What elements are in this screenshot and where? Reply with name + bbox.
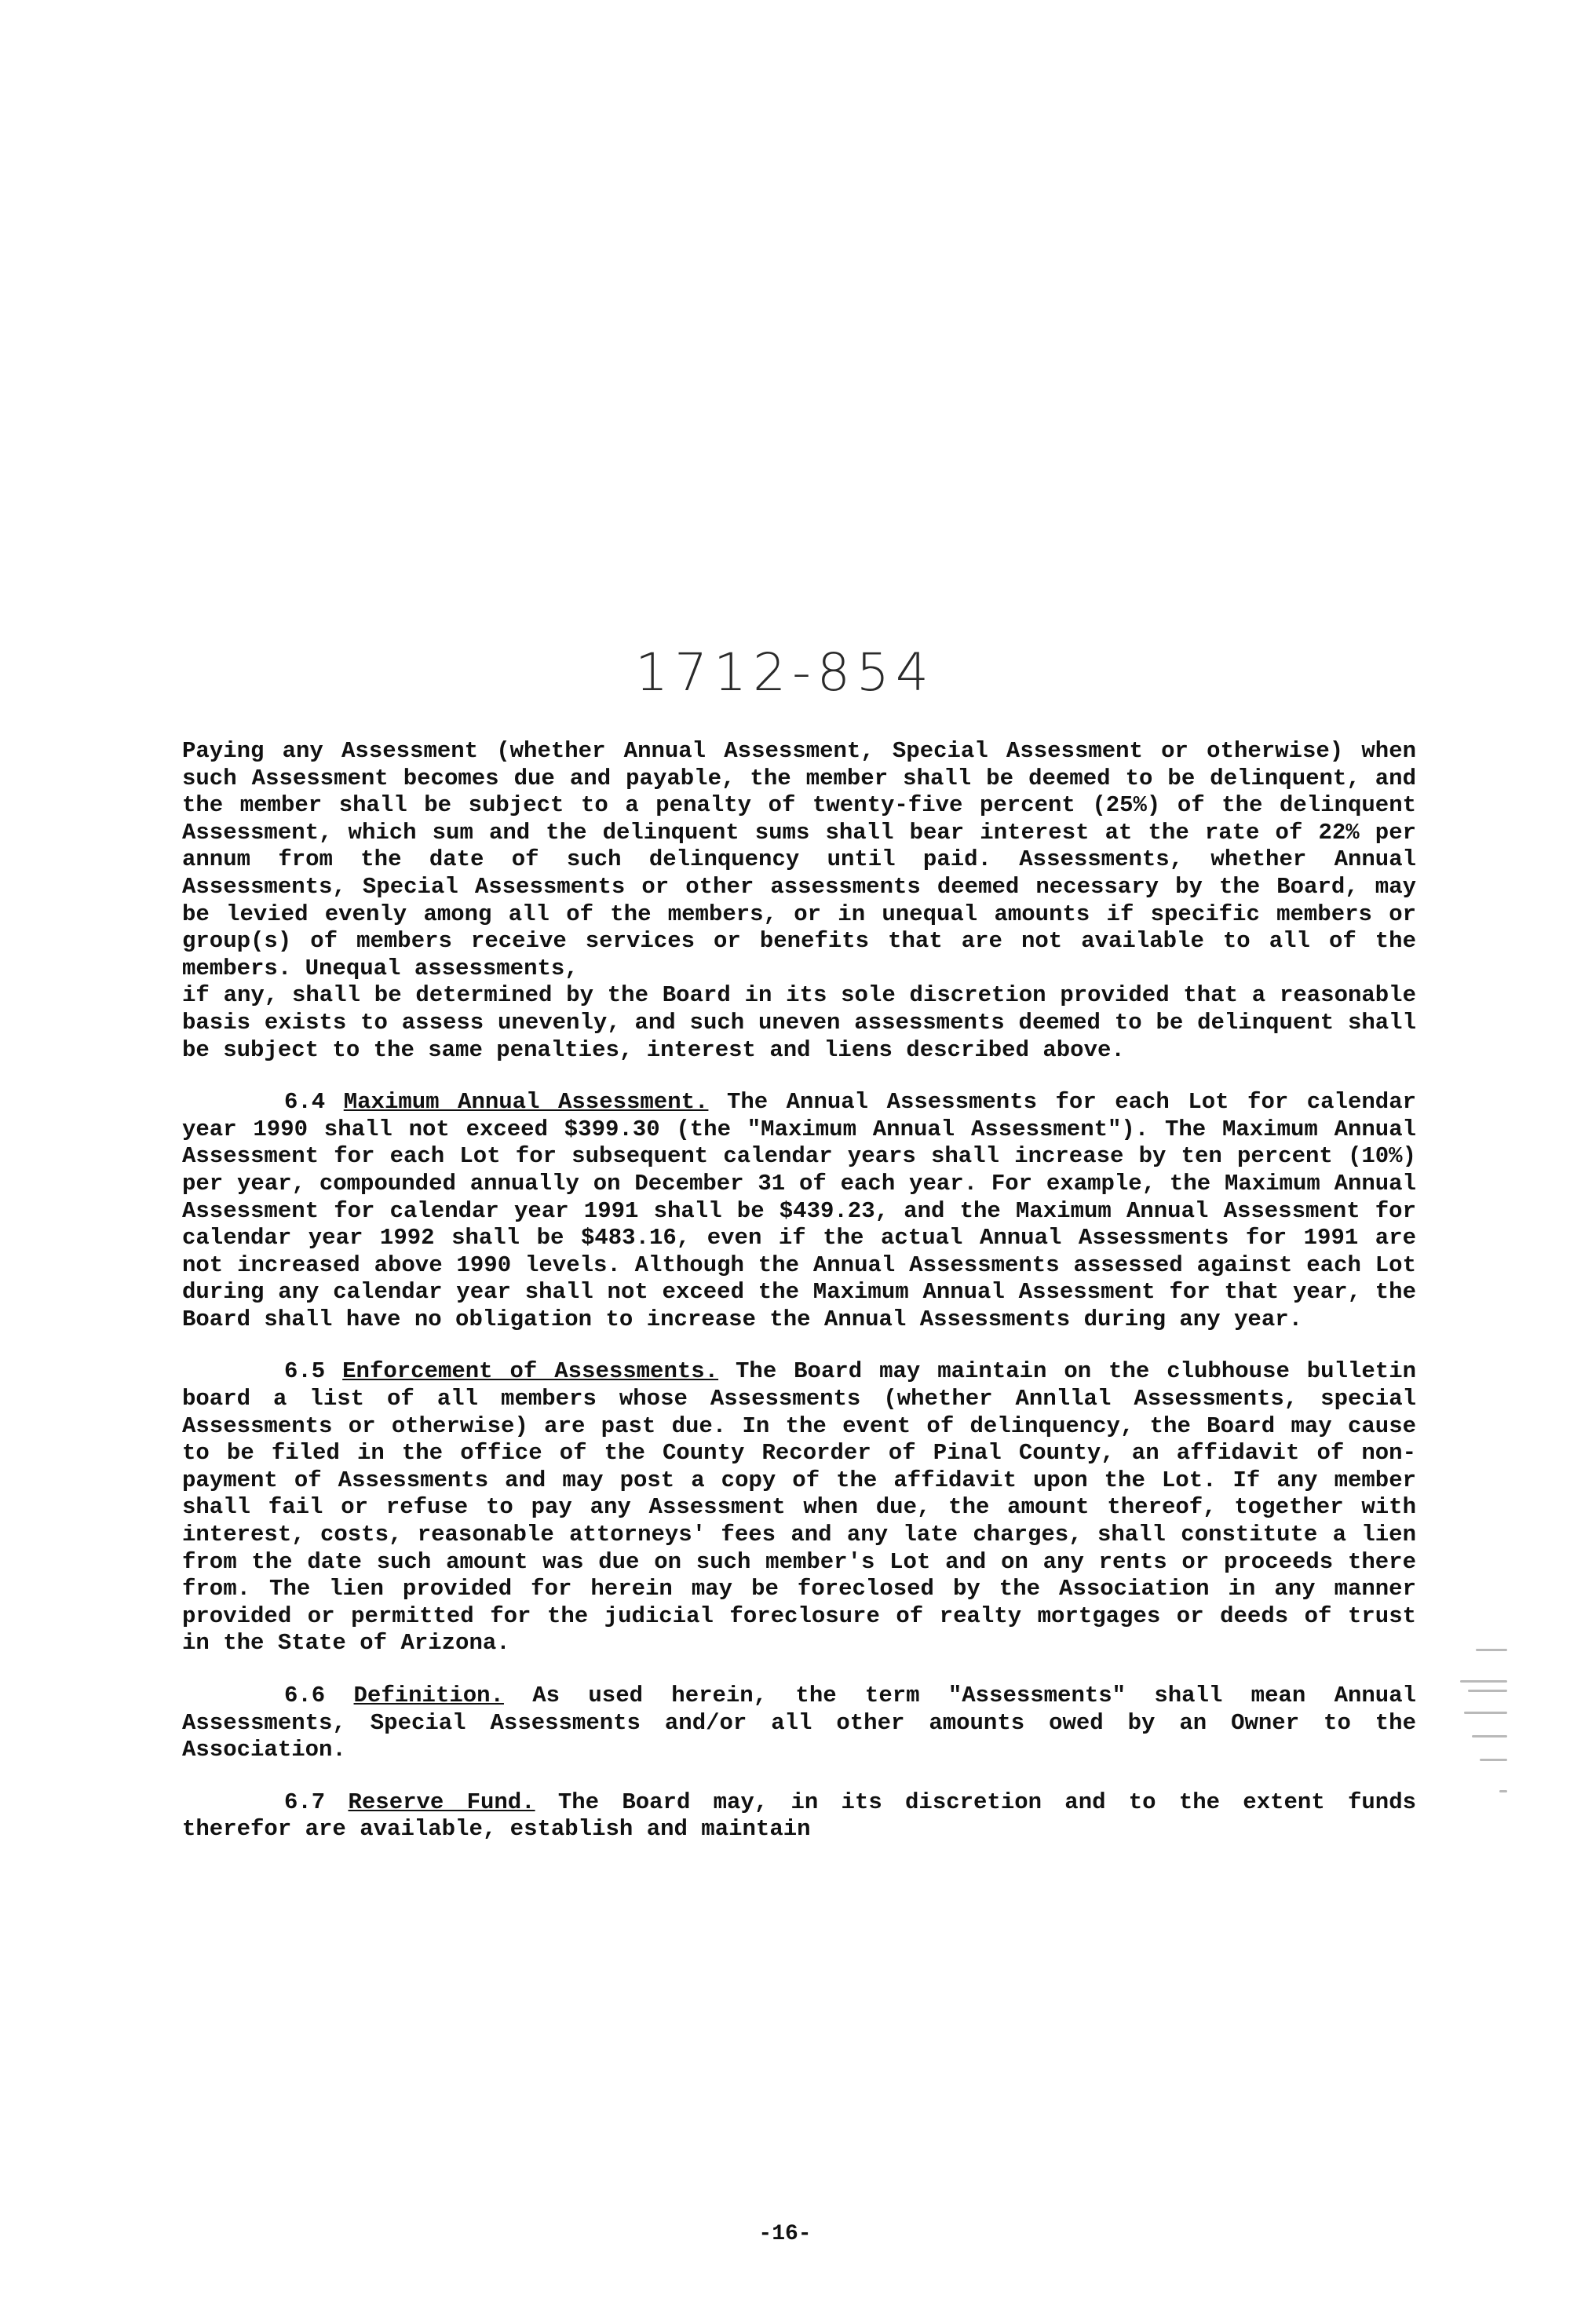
section-6-6 — [182, 1683, 1416, 1764]
recording-stamp-number: 1712-854 — [635, 642, 935, 703]
section-6-5-title: Enforcement of Assessments. — [342, 1358, 719, 1385]
section-6-7 — [182, 1789, 1416, 1843]
section-6-5-number: 6.5 — [284, 1358, 326, 1385]
section-6-6-text: As used herein, the term "Assessments" shall mean Annual Assessments, Special Assessments and/or all other amounts owed by an Owner to the Association. — [182, 1683, 1417, 1763]
section-6-4 — [182, 1089, 1416, 1333]
margin-stamp-smudge — [1444, 1633, 1539, 1822]
section-6-4-number: 6.4 — [284, 1089, 326, 1116]
section-6-7-title: Reserve Fund. — [348, 1789, 535, 1815]
section-6-4-title: Maximum Annual Assessment. — [343, 1089, 709, 1116]
section-6-5 — [182, 1358, 1416, 1657]
section-6-6-number: 6.6 — [284, 1683, 326, 1708]
page-number: -16- — [758, 2222, 812, 2246]
document-body — [182, 738, 1416, 1869]
section-6-7-number: 6.7 — [284, 1789, 326, 1815]
section-6-5-text: The Board may maintain on the clubhouse bulletin board a list of all members whose Assessments (whether Annllal Assessments, special Assessments or otherwise) are past due. In the event of delinquency, the Board may cause to be filed in the office of the County Recorder of Pinal County, an affidavit of non-payment of Assessments and may post a copy of the affidavit upon the Lot. If any member shall fail or refuse to pay any Assessment when due, the amount thereof, together with interest, costs, reasonable attorneys' fees and any late charges, shall constitute a lien from the date such amount was due on such member's Lot and on any rents or proceeds there from. The lien provided for herein may be foreclosed by the Association in any manner provided or permitted for the judicial foreclosure of realty mortgages or deeds of trust in the State of Arizona. — [182, 1358, 1417, 1657]
section-6-6-title: Definition. — [353, 1683, 504, 1708]
section-6-7-text: The Board may, in its discretion and to the extent funds therefor are available, establish and maintain — [182, 1789, 1416, 1843]
section-6-4-text: The Annual Assessments for each Lot for calendar year 1990 shall not exceed $399.30 (the "Maximum Annual Assessment"). The Maximum Annual Assessment for each Lot for subsequent calendar years shall increase by ten percent (10%) per year, compounded annually on December 31 of each year. For example, the Maximum Annual Assessment for calendar year 1991 shall be $439.23, and the Maximum Annual Assessment for calendar year 1992 shall be $483.16, even if the actual Annual Assessments for 1991 are not increased above 1990 levels. Although the Annual Assessments assessed against each Lot during any calendar year shall not exceed the Maximum Annual Assessment for that year, the Board shall have no obligation to increase the Annual Assessments during any year. — [182, 1089, 1416, 1332]
intro-paragraph-continued: if any, shall be determined by the Board in its sole discretion provided that a reasonable basis exists to assess unevenly, and such uneven assessments deemed to be delinquent shall be subject to the same penalties, interest and liens described above. — [182, 982, 1416, 1063]
intro-paragraph: Paying any Assessment (whether Annual Assessment, Special Assessment or otherwise) when such Assessment becomes due and payable, the member shall be deemed to be delinquent, and the member shall be subject to a penalty of twenty-five percent (25%) of the delinquent Assessment, which sum and the delinquent sums shall bear interest at the rate of 22% per annum from the date of such delinquency until paid. Assessments, whether Annual Assessments, Special Assessments or other assessments deemed necessary by the Board, may be levied evenly among all of the members, or in unequal amounts if specific members or group(s) of members receive services or benefits that are not available to all of the members. Unequal assessments, — [182, 738, 1416, 981]
